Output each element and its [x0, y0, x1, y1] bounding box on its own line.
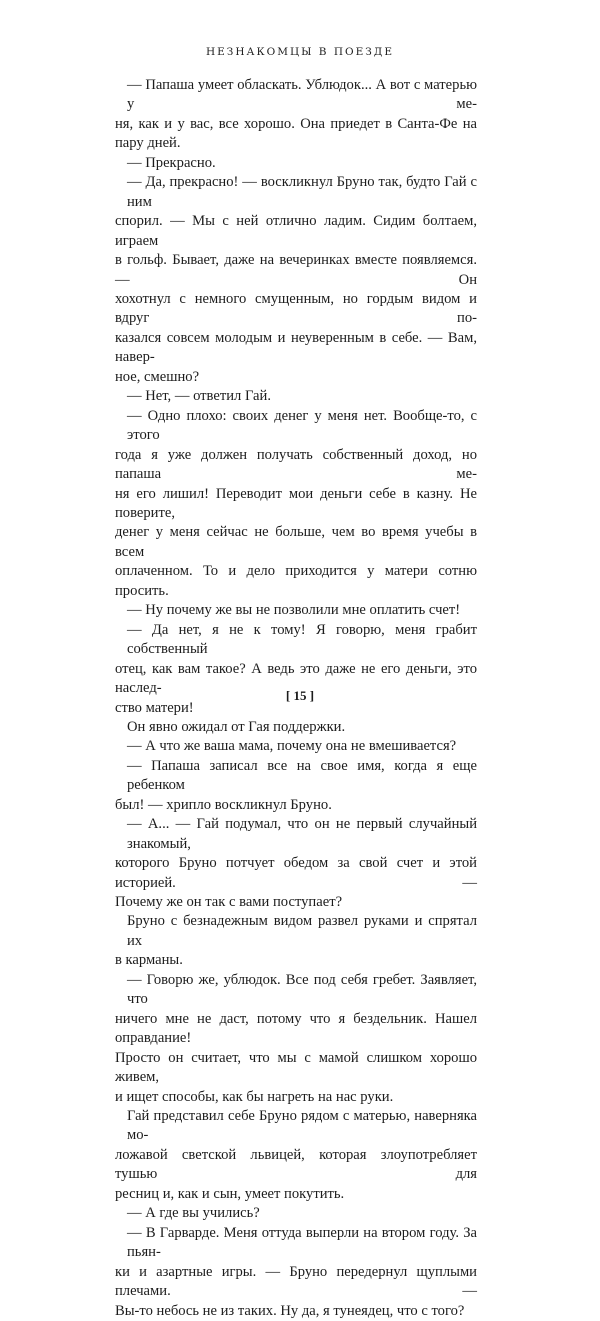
text-line: спорил. — Мы с ней отлично ладим. Сидим болтаем, играем	[115, 213, 477, 249]
text-line: ресниц и, как и сын, умеет покутить.	[115, 1185, 345, 1202]
text-line: — Прекрасно.	[127, 154, 216, 171]
running-head: НЕЗНАКОМЦЫ В ПОЕЗДЕ	[205, 46, 394, 58]
text-line: был! — хрипло воскликнул Бруно.	[115, 796, 332, 813]
text-line: — Да, прекрасно! — воскликнул Бруно так, будто Гай с ним	[127, 174, 477, 210]
text-line: года я уже должен получать собственный доход, но папаша ме-	[115, 446, 477, 483]
text-line: Гай представил себе Бруно рядом с матерью, наверняка мо-	[127, 1108, 477, 1144]
text-line: Бруно с безнадежным видом развел руками и спрятал их	[127, 913, 477, 949]
text-line: ное, смешно?	[115, 368, 200, 385]
text-line: — А... — Гай подумал, что он не первый случайный знакомый,	[127, 816, 477, 852]
text-line: — Папаша записал все на свое имя, когда я еще ребенком	[127, 757, 477, 794]
text-line: — Да нет, я не к тому! Я говорю, меня грабит собственный	[127, 621, 477, 658]
text-line: Вы-то небось не из таких. Ну да, я тунеядец, что с того?	[115, 1302, 465, 1319]
text-line: — Нет, — ответил Гай.	[127, 388, 271, 405]
text-line: в гольф. Бывает, даже на вечеринках вместе появляемся. — Он	[115, 252, 477, 288]
text-line: Просто он считает, что мы с мамой слишком хорошо живем,	[115, 1049, 477, 1086]
text-line: ничего мне не даст, потому что я бездельник. Нашел оправдание!	[115, 1010, 477, 1047]
text-line: — Ну почему же вы не позволили мне оплатить счет!	[127, 602, 461, 619]
text-line: денег у меня сейчас не больше, чем во время учебы в всем	[115, 524, 477, 560]
text-line: которого Бруно потчует обедом за свой счет и этой историей. —	[115, 855, 477, 891]
text-line: и ищет способы, как бы нагреть на нас руки.	[115, 1088, 394, 1105]
text-line: — Говорю же, ублюдок. Все под себя гребет. Заявляет, что	[127, 971, 477, 1008]
text-line: ложавой светской львицей, которая злоупотребляет тушью для	[115, 1146, 477, 1183]
text-line: — А что же ваша мама, почему она не вмешивается?	[127, 738, 457, 755]
text-line: — Папаша умеет обласкать. Ублюдок... А вот с матерью у ме-	[127, 77, 477, 113]
text-line: ство матери!	[115, 699, 194, 716]
text-line: — Одно плохо: своих денег у меня нет. Вообще-то, с этого	[127, 407, 477, 444]
text-line: отец, как вам такое? А ведь это даже не его деньги, это наслед-	[115, 660, 477, 697]
text-line: — А где вы учились?	[127, 1205, 260, 1222]
page-number: [ 15 ]	[285, 688, 315, 703]
text-line: хохотнул с немного смущенным, но гордым видом и вдруг по-	[115, 290, 477, 327]
text-line: в карманы.	[115, 952, 183, 969]
text-line: оплаченном. То и дело приходится у матери сотню просить.	[115, 563, 477, 599]
text-line: ки и азартные игры. — Бруно передернул щуплыми плечами. —	[115, 1263, 477, 1300]
text-line: Он явно ожидал от Гая поддержки.	[127, 718, 346, 735]
text-line: казался совсем молодым и неуверенным в себе. — Вам, навер-	[115, 329, 477, 366]
text-line: ня его лишил! Переводит мои деньги себе в казну. Не поверите,	[115, 485, 477, 521]
text-line: ня, как и у вас, все хорошо. Она приедет в Санта-Фе на пару дней.	[115, 115, 477, 152]
text-line: — В Гарварде. Меня оттуда выперли на втором году. За пьян-	[127, 1224, 477, 1261]
text-line: Почему же он так с вами поступает?	[115, 894, 343, 911]
